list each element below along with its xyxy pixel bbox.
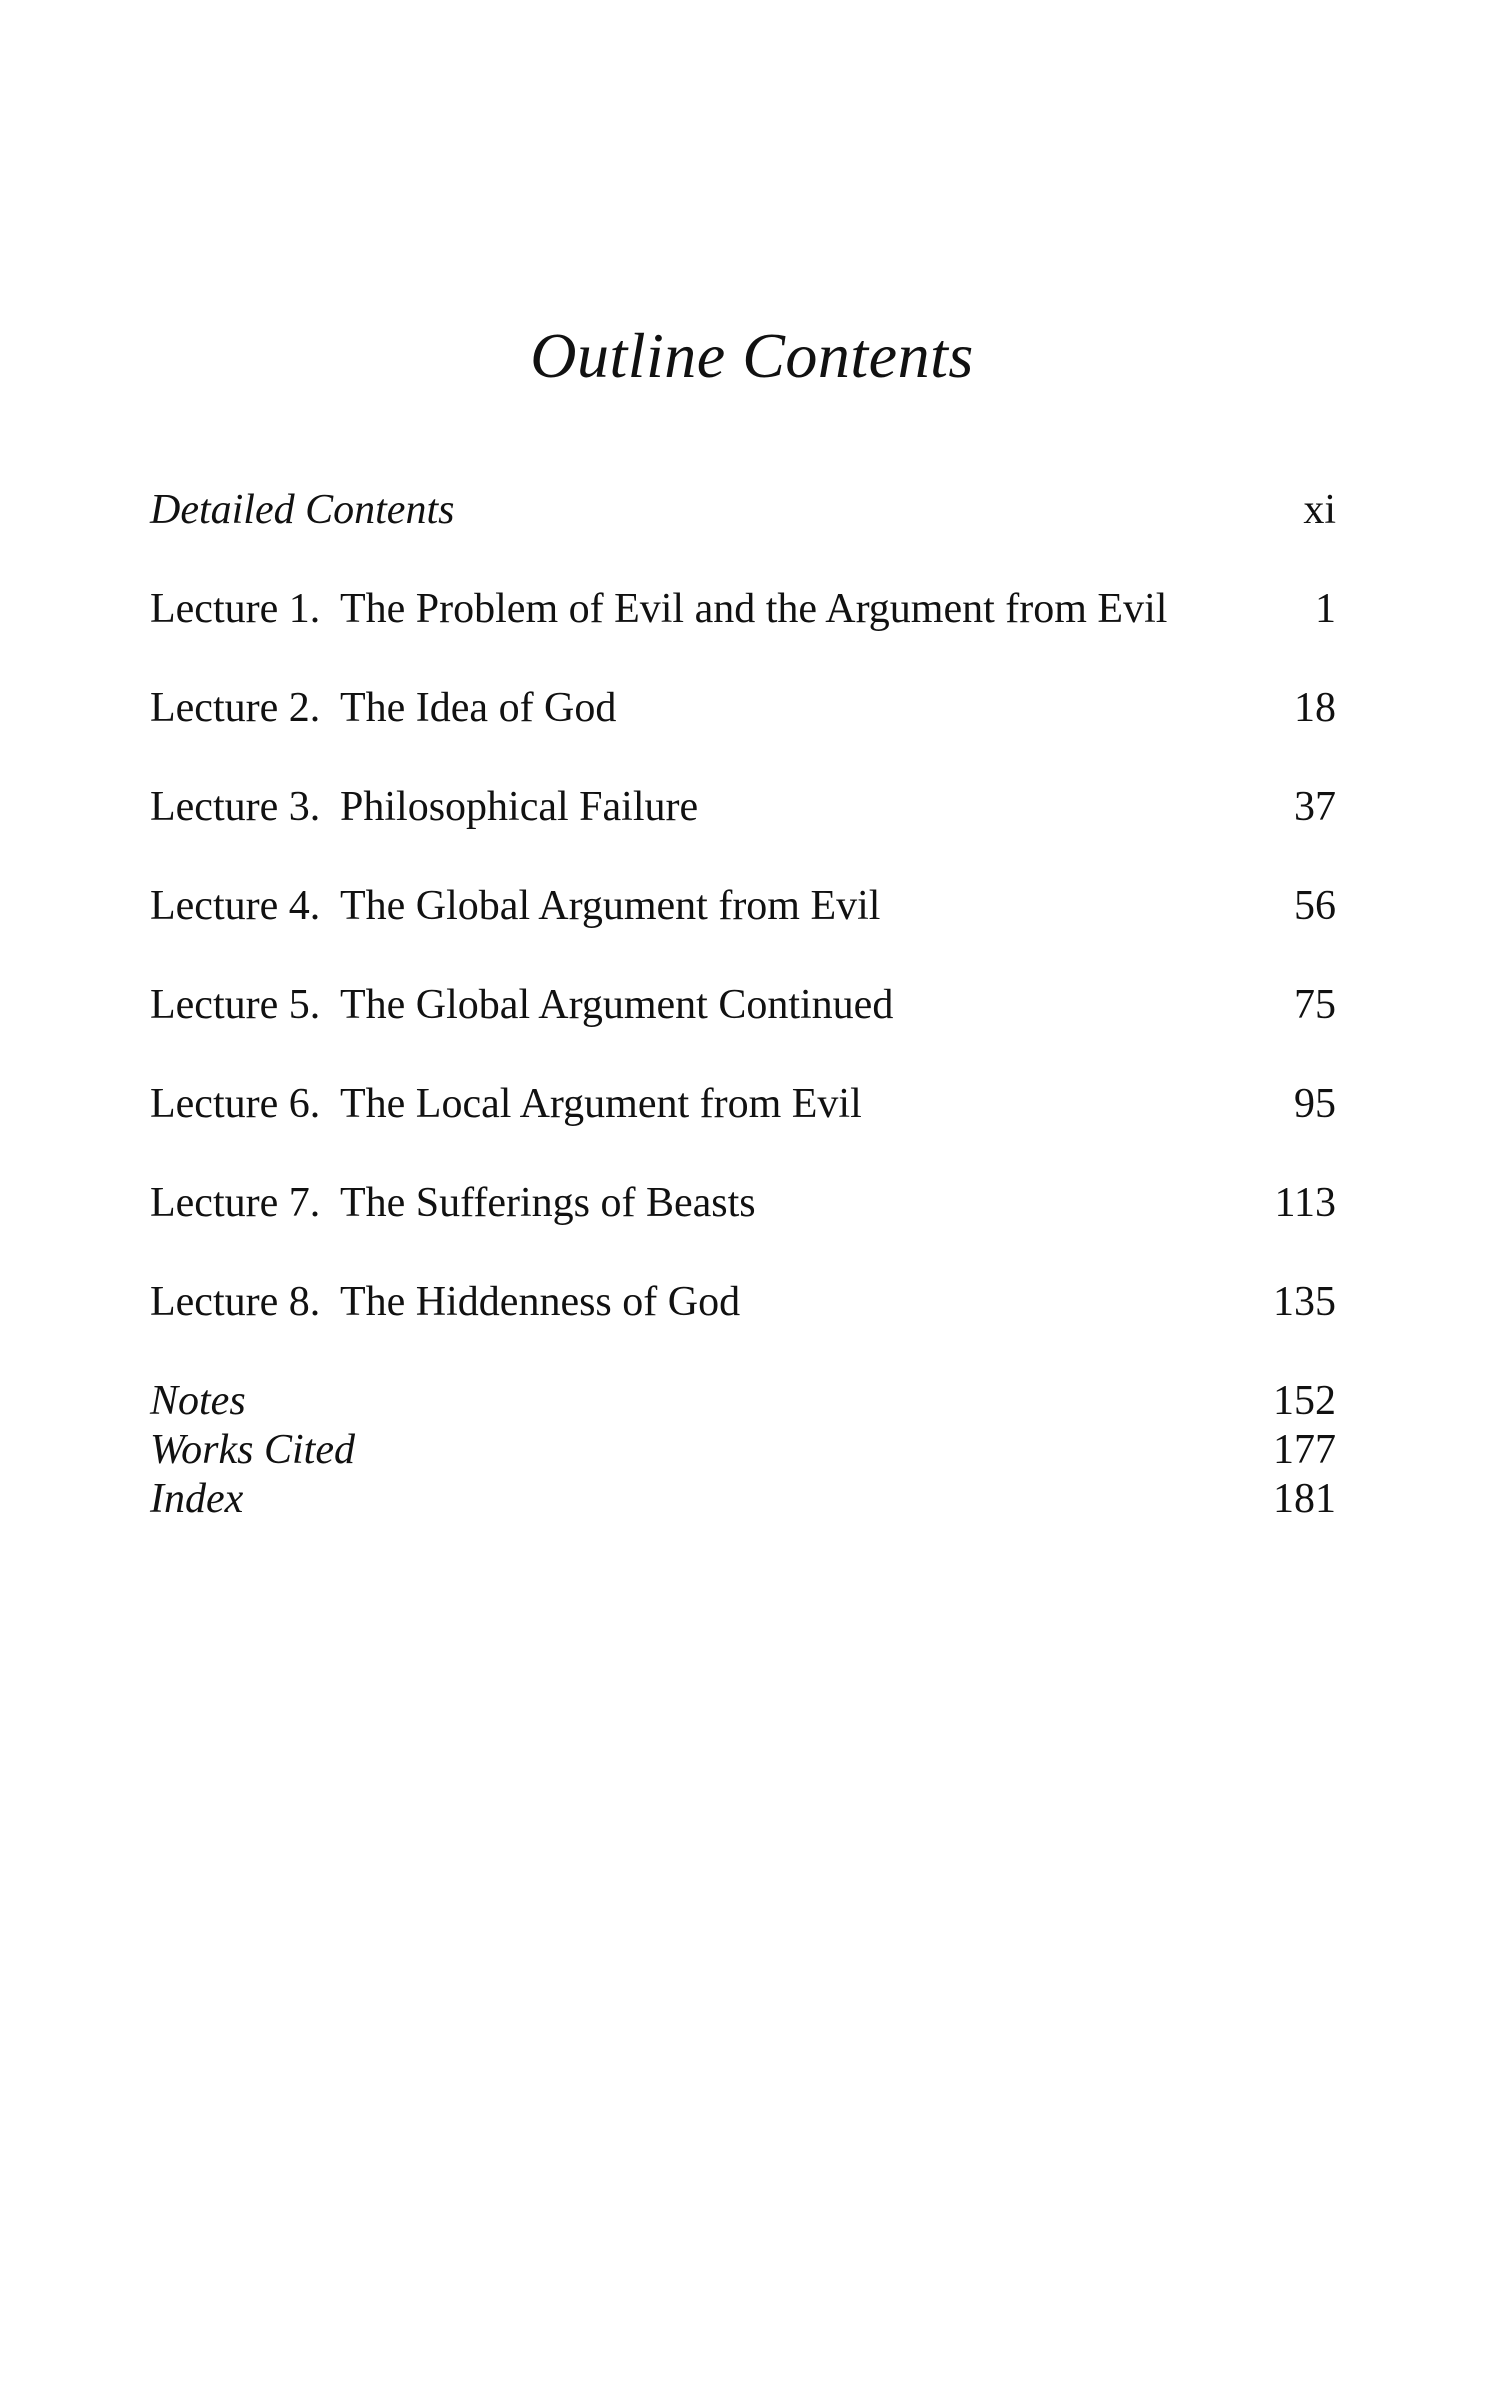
lecture-number: Lecture 7. [150,1180,321,1226]
toc-entry-lecture-8[interactable] [150,1277,1336,1327]
toc-page-number: 113 [1274,1180,1336,1226]
toc-entry-lecture-4[interactable] [150,881,1336,931]
lecture-title: The Global Argument from Evil [340,883,881,929]
lecture-number: Lecture 2. [150,685,321,731]
toc-entry-label: Detailed Contents [150,487,455,533]
toc-page-number: 181 [1273,1476,1336,1522]
toc-entry-lecture-2[interactable] [150,683,1336,733]
toc-entry-notes[interactable] [150,1376,1336,1426]
toc-entry-label: Index [150,1476,244,1522]
toc-entry-lecture-6[interactable] [150,1079,1336,1129]
toc-page-number: 18 [1294,685,1336,731]
toc-page-number: 177 [1273,1427,1336,1473]
lecture-number: Lecture 1. [150,586,321,632]
lecture-number: Lecture 4. [150,883,321,929]
toc-page-number: 135 [1273,1279,1336,1325]
lecture-number: Lecture 3. [150,784,321,830]
toc-page-number: 95 [1294,1081,1336,1127]
toc-page-number: 56 [1294,883,1336,929]
toc-entry-lecture-7[interactable] [150,1178,1336,1228]
toc-entry-lecture-3[interactable] [150,782,1336,832]
lecture-number: Lecture 6. [150,1081,321,1127]
lecture-title: The Local Argument from Evil [340,1081,862,1127]
toc-entry-detailed-contents[interactable] [150,485,1336,535]
lecture-title: The Sufferings of Beasts [340,1180,756,1226]
lecture-number: Lecture 8. [150,1279,321,1325]
toc-page-number: xi [1303,487,1336,533]
lecture-title: The Hiddenness of God [340,1279,741,1325]
toc-entry-label: Works Cited [150,1427,355,1473]
lecture-title: Philosophical Failure [340,784,699,830]
toc-entry-index[interactable] [150,1474,1336,1524]
lecture-title: The Problem of Evil and the Argument from Evil [340,586,1168,632]
lecture-title: The Global Argument Continued [340,982,894,1028]
toc-entry-lecture-1[interactable] [150,584,1336,634]
toc-page-number: 152 [1273,1378,1336,1424]
toc-page-number: 75 [1294,982,1336,1028]
page-title: Outline Contents [530,320,974,391]
toc-entry-works-cited[interactable] [150,1425,1336,1475]
lecture-number: Lecture 5. [150,982,321,1028]
toc-page-number: 1 [1315,586,1336,632]
lecture-title: The Idea of God [340,685,617,731]
toc-page-number: 37 [1294,784,1336,830]
toc-entry-label: Notes [150,1378,246,1424]
toc-entry-lecture-5[interactable] [150,980,1336,1030]
